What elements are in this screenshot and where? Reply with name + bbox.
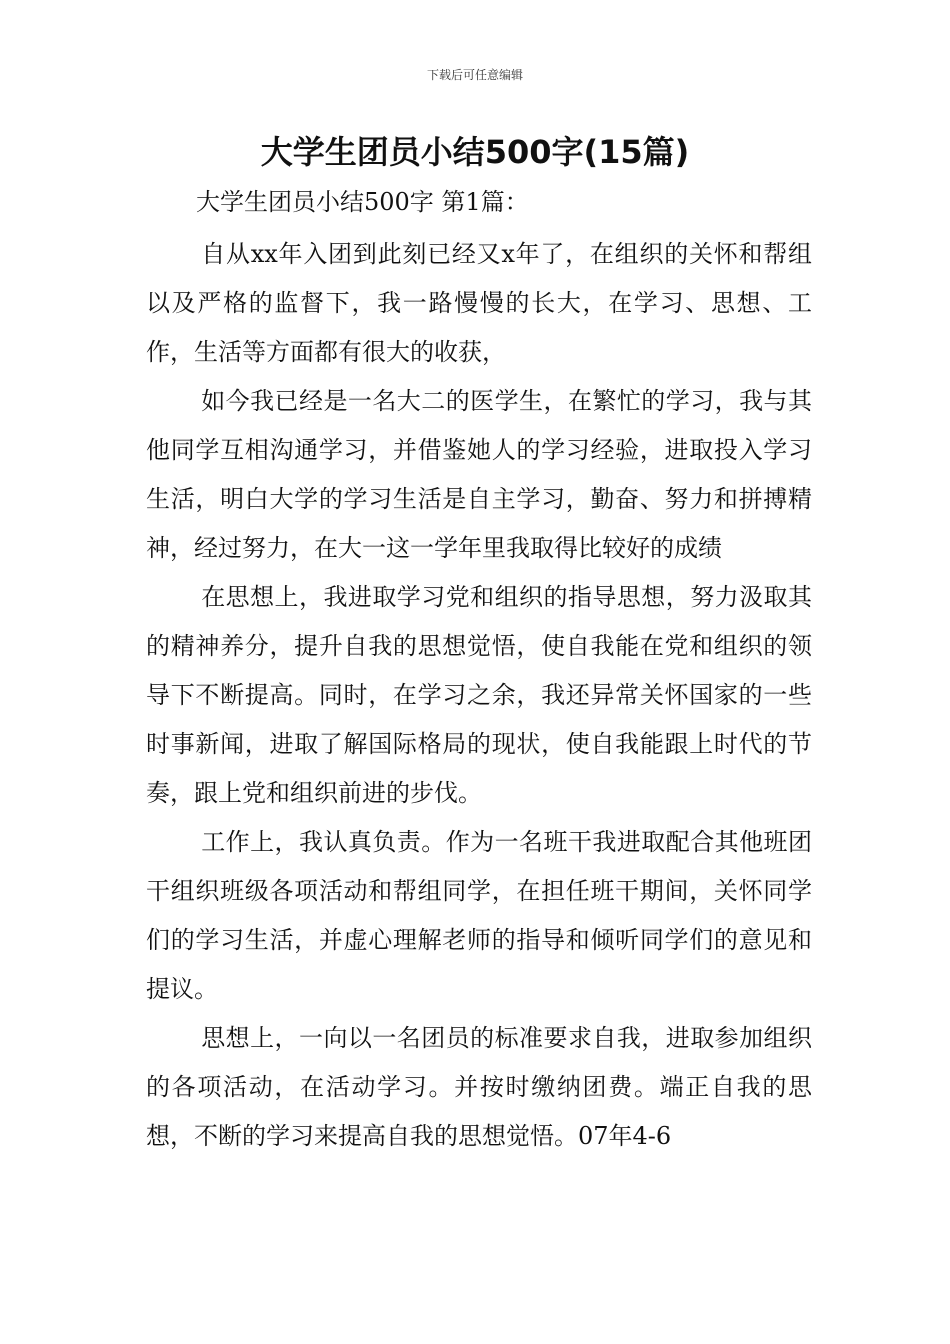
paragraph: 思想上，一向以一名团员的标准要求自我，进取参加组织的各项活动，在活动学习。并按时缴纳团费。端正自我的思想，不断的学习来提高自我的思想觉悟。07年4-6 <box>146 1024 812 1150</box>
paragraph: 自从xx年入团到此刻已经又x年了，在组织的关怀和帮组以及严格的监督下，我一路慢慢的长大，在学习、思想、工作，生活等方面都有很大的收获， <box>146 240 812 366</box>
paragraph: 如今我已经是一名大二的医学生，在繁忙的学习，我与其他同学互相沟通学习，并借鉴她人的学习经验，进取投入学习生活，明白大学的学习生活是自主学习，勤奋、努力和拼搏精神，经过努力，在大一这一学年里我取得比较好的成绩 <box>146 387 812 562</box>
section-heading: 大学生团员小结500字 第1篇： <box>196 188 529 216</box>
document-body <box>146 176 812 1161</box>
paragraph: 在思想上，我进取学习党和组织的指导思想，努力汲取其的精神养分，提升自我的思想觉悟，使自我能在党和组织的领导下不断提高。同时，在学习之余，我还异常关怀国家的一些时事新闻，进取了解国际格局的现状，使自我能跟上时代的节奏，跟上党和组织前进的步伐。 <box>146 583 812 807</box>
document-title: 大学生团员小结500字(15篇) <box>260 133 690 171</box>
paragraph: 工作上，我认真负责。作为一名班干我进取配合其他班团干组织班级各项活动和帮组同学，在担任班干期间，关怀同学们的学习生活，并虚心理解老师的指导和倾听同学们的意见和提议。 <box>146 828 812 1003</box>
header-note: 下载后可任意编辑 <box>426 68 523 82</box>
